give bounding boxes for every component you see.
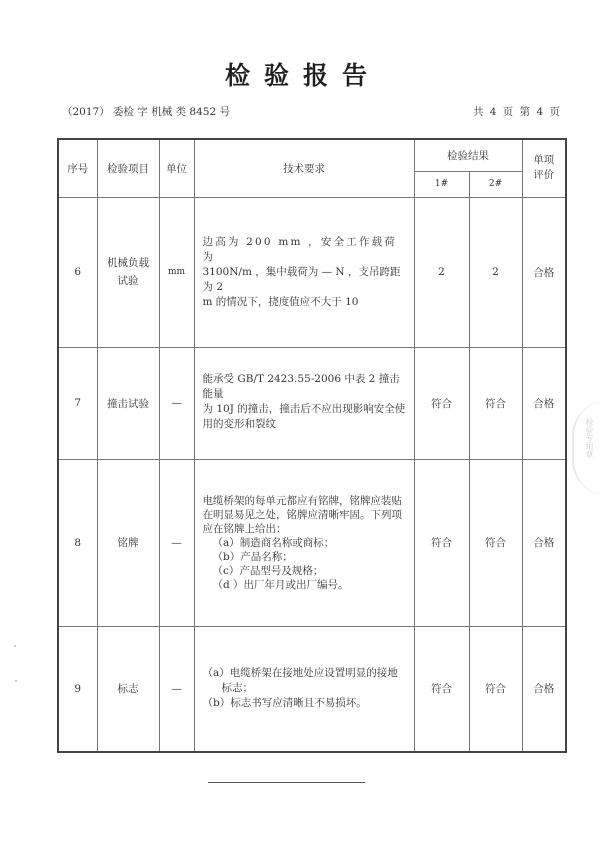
row-item: 标志 (97, 626, 159, 752)
requirement-line: 边高为 200 mm ，安全工作载荷为 (202, 235, 398, 263)
header-result1: 1# (414, 171, 469, 197)
table-row (58, 347, 566, 459)
row-item-line2: 试验 (117, 275, 139, 287)
row-item-line1: 机械负载 (107, 257, 149, 269)
table-header-row (58, 139, 566, 171)
row-evaluation: 合格 (522, 347, 566, 459)
header-item: 检验项目 (97, 139, 159, 197)
row-seq: 7 (58, 347, 97, 459)
row-evaluation: 合格 (522, 459, 566, 626)
table-row (58, 626, 566, 752)
header-requirement: 技术要求 (194, 139, 414, 197)
row-seq: 8 (58, 459, 97, 626)
row-result2: 符合 (469, 347, 522, 459)
requirement-line: （a）电缆桥架在接地处应设置明显的接地标志； (202, 667, 398, 695)
header-result-group: 检验结果 (414, 139, 522, 171)
scan-speck (14, 645, 16, 647)
row-item (97, 197, 159, 347)
stamp-label: 检验专用章 (585, 418, 594, 458)
requirement-line: （b）标志书写应清晰且不易损坏。 (202, 697, 367, 710)
inspection-table (57, 138, 567, 753)
header-evaluation-line1: 单项 (533, 154, 555, 167)
row-result2: 符合 (469, 459, 522, 626)
row-result1: 符合 (414, 347, 469, 459)
requirement-line: 在明显易见之处，铭牌应清晰牢固。下列项 (202, 508, 402, 521)
header-seq: 序号 (58, 139, 97, 197)
requirement-line: （b）产品名称； (212, 550, 293, 563)
row-requirement (194, 459, 414, 626)
row-requirement (194, 626, 414, 752)
row-evaluation: 合格 (522, 197, 566, 347)
row-result1: 2 (414, 197, 469, 347)
row-requirement (194, 347, 414, 459)
requirement-line: m 的情况下，挠度值应不大于 10 (202, 295, 359, 308)
requirement-line: 应在铭牌上给出： (202, 522, 287, 535)
requirement-line: 用的变形和裂纹 (202, 417, 276, 430)
requirement-line: 电缆桥架的每单元都应有铭牌，铭牌应装贴 (202, 494, 402, 507)
row-requirement (194, 197, 414, 347)
end-of-report-line (208, 782, 365, 783)
row-result1: 符合 (414, 459, 469, 626)
requirement-line: 能承受 GB/T 2423.55-2006 中表 2 撞击能量 (202, 372, 400, 400)
requirement-line: 为 10J 的撞击，撞击后不应出现影响安全使 (202, 402, 406, 415)
table-row (58, 197, 566, 347)
row-item: 铭牌 (97, 459, 159, 626)
report-title: 检验报告 (224, 61, 381, 90)
row-seq: 6 (58, 197, 97, 347)
row-unit: — (159, 459, 194, 626)
row-item: 撞击试验 (97, 347, 159, 459)
page-info: 共 4 页 第 4 页 (472, 106, 560, 118)
seal-stamp-icon (572, 400, 606, 496)
row-result2: 符合 (469, 626, 522, 752)
requirement-line: （c）产品型号及规格； (212, 564, 324, 577)
header-evaluation-line2: 评价 (533, 169, 555, 182)
requirement-line: 3100N/m ，集中载荷为 — N ，支吊跨距为 2 (202, 265, 401, 293)
report-number: （2017） 委检 字 机械 类 8452 号 (62, 106, 230, 118)
requirement-line: （a）制造商名称或商标； (212, 536, 335, 549)
row-unit: — (159, 347, 194, 459)
row-unit: mm (159, 197, 194, 347)
row-result1: 符合 (414, 626, 469, 752)
row-unit: — (159, 626, 194, 752)
header-result2: 2# (469, 171, 522, 197)
row-result2: 2 (469, 197, 522, 347)
header-unit: 单位 (159, 139, 194, 197)
requirement-line: （d ）出厂年月或出厂编号。 (212, 578, 349, 591)
table-row (58, 459, 566, 626)
header-evaluation (522, 139, 566, 197)
row-evaluation: 合格 (522, 626, 566, 752)
row-seq: 9 (58, 626, 97, 752)
scan-speck (15, 680, 17, 682)
